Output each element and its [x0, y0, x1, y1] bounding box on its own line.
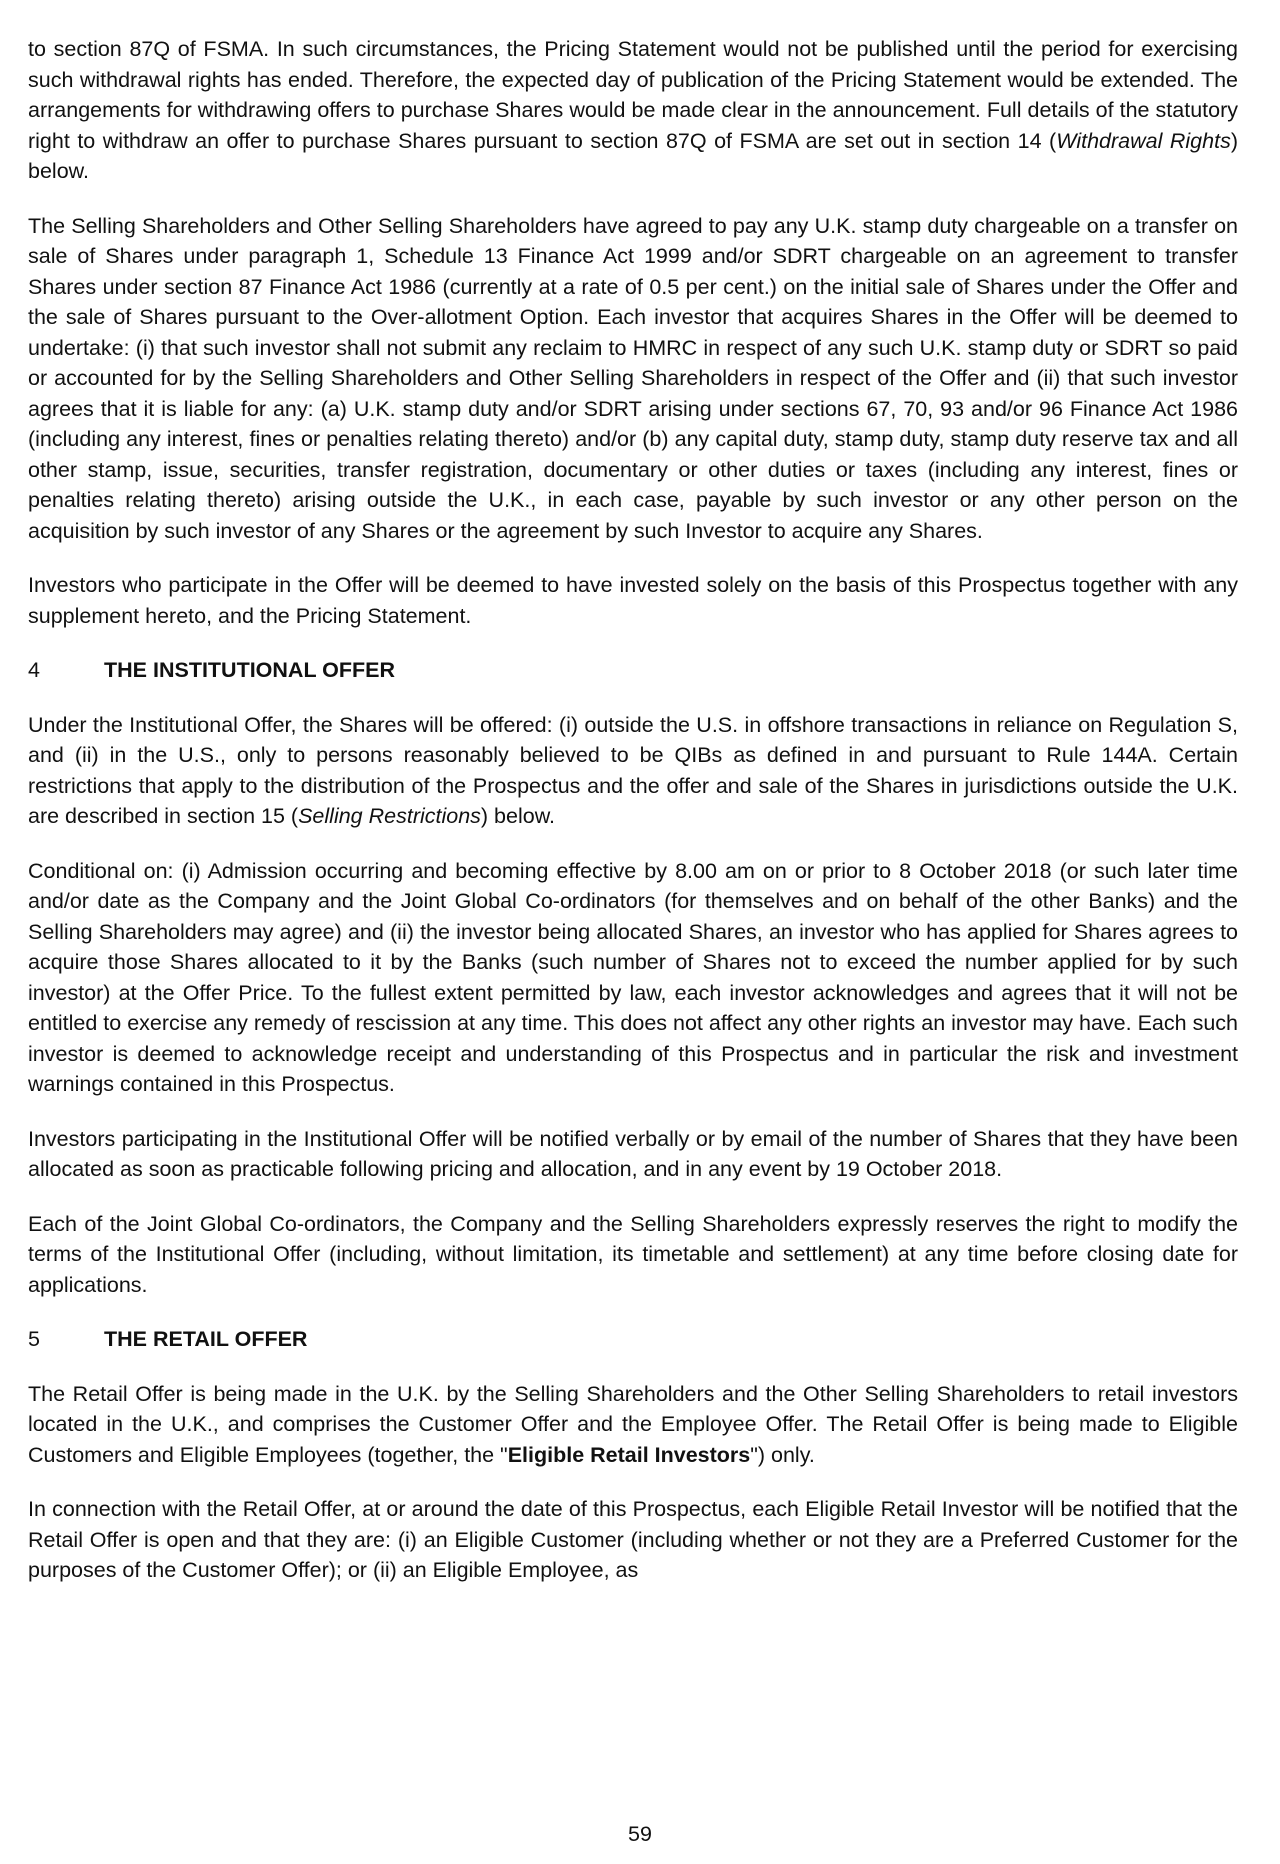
paragraph-text: Investors participating in the Institutional Offer will be notified verbally or by email of the number of Shares that they have been allocated as soon as practicable following pricing and allocation, and in any event by 19 October 2018. — [28, 1126, 1238, 1181]
paragraph-text: The Selling Shareholders and Other Selling Shareholders have agreed to pay any U.K. stamp duty chargeable on a transfer on sale of Shares under paragraph 1, Schedule 13 Finance Act 1999 and/or SDRT chargeable on an agreement to transfer Shares under section 87 Finance Act 1986 (currently at a rate of 0.5 per cent.) on the initial sale of Shares under the Offer and the sale of Shares pursuant to the Over-allotment Option. Each investor that acquires Shares in the Offer will be deemed to undertake: (i) that such investor shall not submit any reclaim to HMRC in respect of any such U.K. stamp duty or SDRT so paid or accounted for by the Selling Shareholders and Other Selling Shareholders in respect of the Offer and (ii) that such investor agrees that it is liable for any: (a) U.K. stamp duty and/or SDRT arising under sections 67, 70, 93 and/or 96 Finance Act 1986 (including any interest, fines or penalties relating thereto) and/or (b) any capital duty, stamp duty, stamp duty reserve tax and all other stamp, issue, securities, transfer registration, documentary or other duties or taxes (including any interest, fines or penalties relating thereto) arising outside the U.K., in each case, payable by such investor or any other person on the acquisition by such investor of any Shares or the agreement by such Investor to acquire any Shares. — [28, 213, 1238, 543]
paragraph-text: In connection with the Retail Offer, at or around the date of this Prospectus, each Eligible Retail Investor will be notified that the Retail Offer is open and that they are: (i) an Eligible Customer (including whether or not they are a Preferred Customer for the purposes of the Customer Offer); or (ii) an Eligible Employee, as — [28, 1497, 1238, 1582]
paragraph-text: Conditional on: (i) Admission occurring and becoming effective by 8.00 am on or prior to 8 October 2018 (or such later time and/or date as the Company and the Joint Global Co-ordinators (for themselves and on behalf of the other Banks) and the Selling Shareholders may agree) and (ii) the investor being allocated Shares, an investor who has applied for Shares agrees to acquire those Shares allocated to it by the Banks (such number of Shares not to exceed the number applied for by such investor) at the Offer Price. To the fullest extent permitted by law, each investor acknowledges and agrees that it will not be entitled to exercise any remedy of rescission at any time. This does not affect any other rights an investor may have. Each such investor is deemed to acknowledge receipt and understanding of this Prospectus and in particular the risk and investment warnings contained in this Prospectus. — [28, 858, 1238, 1096]
body-paragraph — [28, 570, 1238, 631]
paragraph-text: The Retail Offer is being made in the U.K. by the Selling Shareholders and the Other Selling Shareholders to retail investors located in the U.K., and comprises the Customer Offer and the Employee Offer. The Retail Offer is being made to Eligible Customers and Eligible Employees (together, the " — [28, 1381, 1238, 1467]
body-paragraph — [28, 1379, 1238, 1471]
body-paragraph — [28, 856, 1238, 1100]
intro-paragraphs — [28, 34, 1238, 631]
paragraph-text: ) below. — [28, 128, 1238, 183]
paragraph-text: ") only. — [750, 1442, 815, 1467]
paragraph-text: Investors who participate in the Offer will be deemed to have invested solely on the basis of this Prospectus together with any supplement hereto, and the Pricing Statement. — [28, 573, 1238, 628]
body-paragraph — [28, 1209, 1238, 1301]
section-number: 5 — [28, 1327, 40, 1351]
defined-term: Eligible Retail Investors — [507, 1442, 751, 1467]
paragraph-text: Under the Institutional Offer, the Shares will be offered: (i) outside the U.S. in offshore transactions in reliance on Regulation S, and (ii) in the U.S., only to persons reasonably believed to be QIBs as defined in and pursuant to Rule 144A. Certain restrictions that apply to the distribution of the Prospectus and the offer and sale of the Shares in jurisdictions outside the U.K. are described in section 15 ( — [28, 712, 1238, 828]
section-number: 4 — [28, 658, 40, 682]
body-paragraph — [28, 1494, 1238, 1586]
body-paragraph — [28, 710, 1238, 832]
section-heading-institutional-offer — [28, 655, 1238, 686]
body-paragraph — [28, 1124, 1238, 1185]
paragraph-text: ) below. — [480, 804, 556, 828]
retail-offer-paragraphs — [28, 1379, 1238, 1586]
document-page — [28, 34, 1238, 1610]
page-number: 59 — [628, 1822, 652, 1846]
paragraph-text: to section 87Q of FSMA. In such circumstances, the Pricing Statement would not be published until the period for exercising such withdrawal rights has ended. Therefore, the expected day of publication of the Pricing Statement would be extended. The arrangements for withdrawing offers to purchase Shares would be made clear in the announcement. Full details of the statutory right to withdraw an offer to purchase Shares pursuant to section 87Q of FSMA are set out in section 14 ( — [28, 37, 1238, 153]
section-title: THE INSTITUTIONAL OFFER — [104, 658, 396, 682]
body-paragraph — [28, 211, 1238, 547]
italic-reference: Selling Restrictions — [298, 804, 481, 828]
section-title: THE RETAIL OFFER — [104, 1327, 308, 1351]
section-heading-retail-offer — [28, 1324, 1238, 1355]
institutional-offer-paragraphs — [28, 710, 1238, 1301]
paragraph-text: Each of the Joint Global Co-ordinators, the Company and the Selling Shareholders expressly reserves the right to modify the terms of the Institutional Offer (including, without limitation, its timetable and settlement) at any time before closing date for applications. — [28, 1211, 1238, 1297]
italic-reference: Withdrawal Rights — [1056, 128, 1231, 153]
body-paragraph — [28, 34, 1238, 187]
